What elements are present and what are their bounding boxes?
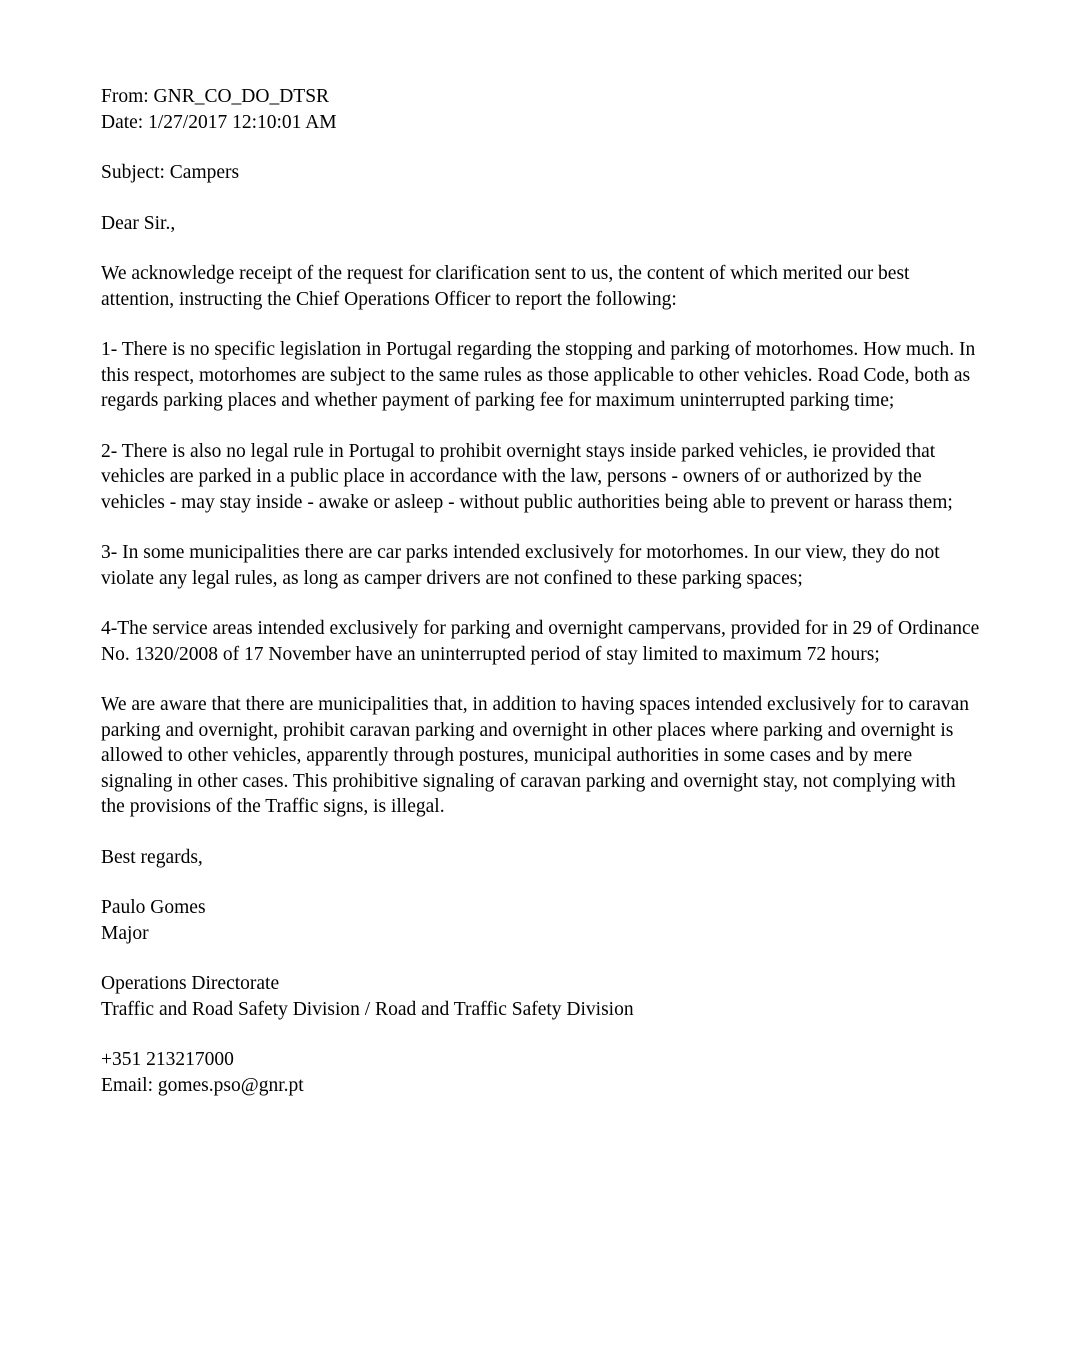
organization <box>101 971 982 1022</box>
email-address-line: Email: gomes.pso@gnr.pt <box>101 1074 304 1096</box>
closing: Best regards, <box>101 846 203 868</box>
contact-info <box>101 1047 982 1098</box>
signature-title: Major <box>101 922 149 944</box>
paragraph-point-1: 1- There is no specific legislation in Portugal regarding the stopping and parking of motorhomes. How much. In this respect, motorhomes are subject to the same rules as those applicable to other vehicles. Road Code, both as regards parking places and whether payment of parking fee for maximum uninterrupted parking time; <box>101 339 976 411</box>
date-line: Date: 1/27/2017 12:10:01 AM <box>101 111 337 133</box>
signature <box>101 895 982 946</box>
salutation: Dear Sir., <box>101 212 176 234</box>
paragraph-point-2: 2- There is also no legal rule in Portugal to prohibit overnight stays inside parked vehicles, ie provided that vehicles are parked in a public place in accordance with the law, persons - owners of or authorized by the vehicles - may stay inside - awake or asleep - without public authorities being able to prevent or harass them; <box>101 440 953 513</box>
phone-number: +351 213217000 <box>101 1049 234 1070</box>
subject-line: Subject: Campers <box>101 162 240 183</box>
paragraph-point-4: 4-The service areas intended exclusively for parking and overnight campervans, provided for in 29 of Ordinance No. 1320/2008 of 17 November have an uninterrupted period of stay limited to maximum 72 hours; <box>101 618 980 665</box>
email-header <box>101 84 982 135</box>
org-division: Traffic and Road Safety Division / Road and Traffic Safety Division <box>101 998 634 1020</box>
org-directorate: Operations Directorate <box>101 973 280 994</box>
signature-name: Paulo Gomes <box>101 897 206 918</box>
paragraph-closing-note: We are aware that there are municipalities that, in addition to having spaces intended exclusively for to caravan parking and overnight, prohibit caravan parking and overnight in other places where parking and overnight is allowed to other vehicles, apparently through postures, municipal authorities in some cases and by mere signaling in other cases. This prohibitive signaling of caravan parking and overnight stay, not complying with the provisions of the Traffic signs, is illegal. <box>101 694 970 817</box>
from-line: From: GNR_CO_DO_DTSR <box>101 86 330 107</box>
paragraph-point-3: 3- In some municipalities there are car parks intended exclusively for motorhomes. In our view, they do not violate any legal rules, as long as camper drivers are not confined to these parking spaces; <box>101 542 940 589</box>
paragraph-intro: We acknowledge receipt of the request for clarification sent to us, the content of which merited our best attention, instructing the Chief Operations Officer to report the following: <box>101 263 910 310</box>
